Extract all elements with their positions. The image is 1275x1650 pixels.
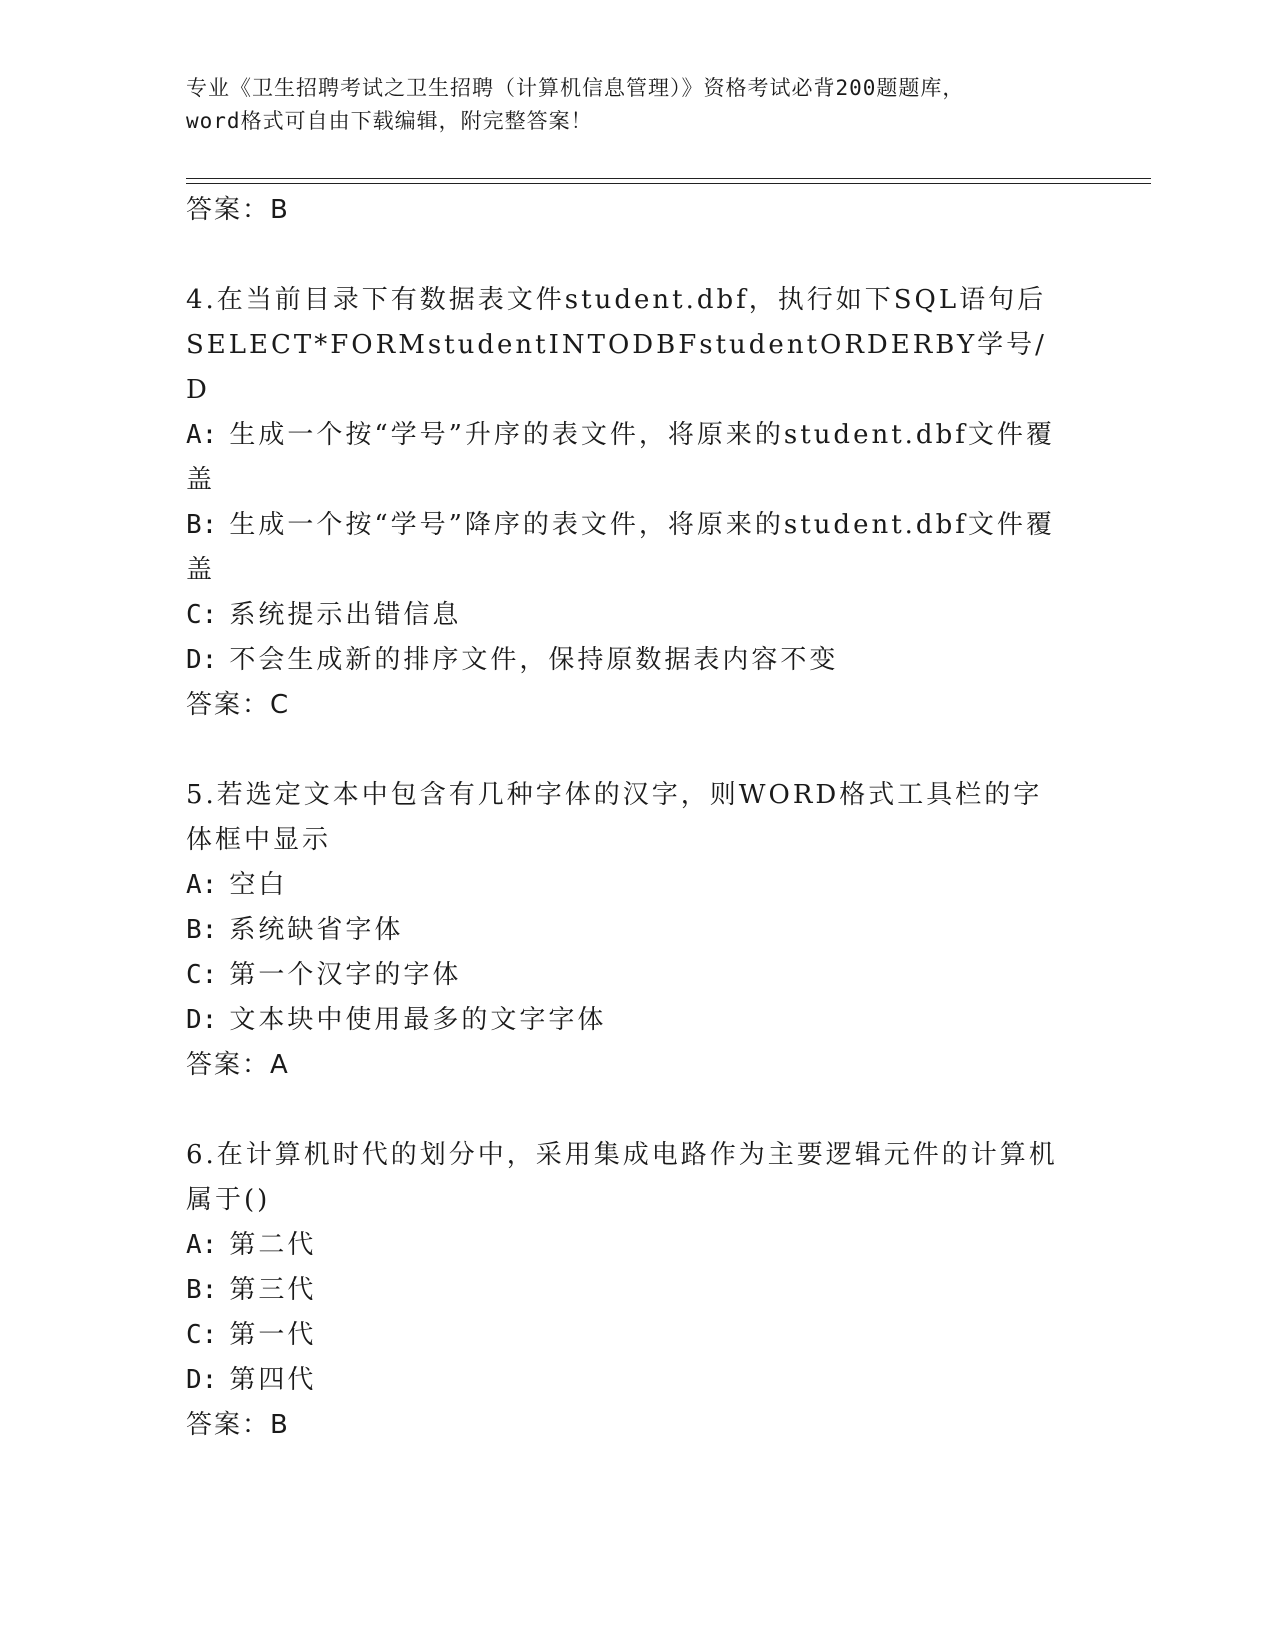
option-b <box>186 503 1066 593</box>
option-d <box>186 998 1066 1043</box>
option-key: C: <box>186 1320 218 1350</box>
header-rule-bottom <box>186 183 1151 184</box>
option-text: 系统提示出错信息 <box>229 600 462 630</box>
option-key: B: <box>186 915 218 945</box>
option-key: D: <box>186 1005 218 1035</box>
answer-line: 答案：C <box>186 690 291 720</box>
option-key: D: <box>186 645 218 675</box>
header-rule-top <box>186 178 1151 179</box>
question-4 <box>186 278 1086 727</box>
option-b <box>186 908 1066 953</box>
option-key: A: <box>186 420 218 450</box>
option-text: 第二代 <box>229 1230 317 1260</box>
option-key: C: <box>186 960 218 990</box>
option-b <box>186 1268 1066 1313</box>
page-header <box>186 72 1086 138</box>
question-stem: 5.若选定文本中包含有几种字体的汉字，则WORD格式工具栏的字体框中显示 <box>186 780 1043 855</box>
option-text: 第一个汉字的字体 <box>229 960 462 990</box>
option-c <box>186 1313 1066 1358</box>
header-line-2: word格式可自由下载编辑，附完整答案！ <box>186 109 593 133</box>
answer-line: 答案：B <box>186 1410 290 1440</box>
option-text: 文本块中使用最多的文字字体 <box>229 1005 607 1035</box>
option-text: 第四代 <box>229 1365 317 1395</box>
option-d <box>186 638 1066 683</box>
option-key: C: <box>186 600 218 630</box>
option-text: 第三代 <box>229 1275 317 1305</box>
option-d <box>186 1358 1066 1403</box>
option-a <box>186 413 1066 503</box>
option-a <box>186 863 1066 908</box>
header-line-1: 专业《卫生招聘考试之卫生招聘（计算机信息管理）》资格考试必背200题题库， <box>186 76 965 100</box>
question-stem: 4.在当前目录下有数据表文件student.dbf，执行如下SQL语句后SELECT*FORMstudentINTODBFstudentORDERBY学号/D <box>186 285 1047 405</box>
option-text: 生成一个按“学号”降序的表文件，将原来的student.dbf文件覆盖 <box>186 510 1055 585</box>
answer-line: 答案：B <box>186 195 290 225</box>
option-key: A: <box>186 1230 218 1260</box>
option-a <box>186 1223 1066 1268</box>
option-c <box>186 953 1066 998</box>
answer-line: 答案：A <box>186 1050 290 1080</box>
option-text: 空白 <box>229 870 288 900</box>
option-key: D: <box>186 1365 218 1395</box>
option-text: 生成一个按“学号”升序的表文件，将原来的student.dbf文件覆盖 <box>186 420 1055 495</box>
option-text: 系统缺省字体 <box>229 915 404 945</box>
question-stem: 6.在计算机时代的划分中，采用集成电路作为主要逻辑元件的计算机属于() <box>186 1140 1058 1215</box>
document-body <box>186 188 1086 1447</box>
option-c <box>186 593 1066 638</box>
option-text: 第一代 <box>229 1320 317 1350</box>
question-6 <box>186 1133 1086 1447</box>
option-key: B: <box>186 510 218 540</box>
question-5 <box>186 773 1086 1087</box>
option-text: 不会生成新的排序文件，保持原数据表内容不变 <box>229 645 839 675</box>
option-key: B: <box>186 1275 218 1305</box>
option-key: A: <box>186 870 218 900</box>
